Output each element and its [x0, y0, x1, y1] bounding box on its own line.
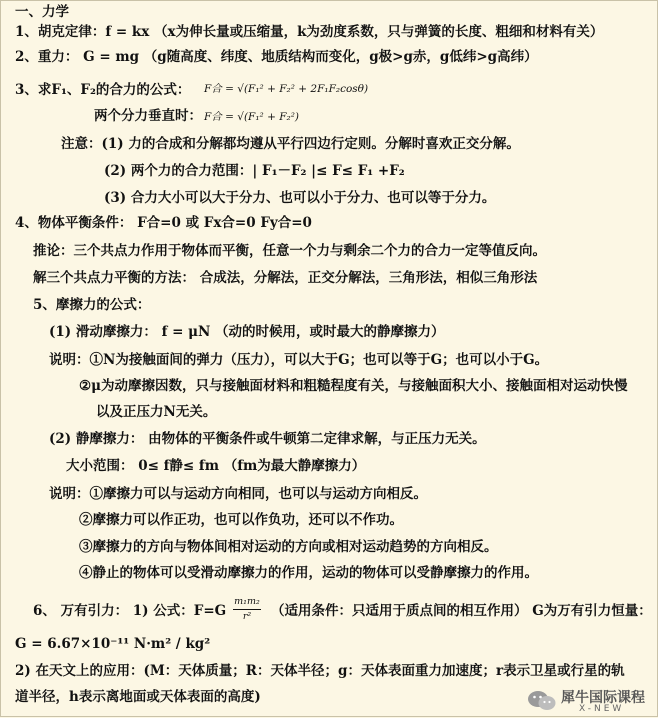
fraction-numerator: m₁m₂	[234, 596, 260, 607]
gravitation-condition: （适用条件：只适用于质点间的相互作用） G为万有引力恒量：	[271, 603, 652, 619]
note-3: (3) 合力大小可以大于分力、也可以小于分力、也可以等于分力。	[104, 190, 496, 206]
inference-line: 推论：三个共点力作用于物体而平衡，任意一个力与剩余二个力的合力一定等值反向。	[33, 243, 546, 259]
gravitational-constant: G = 6.67×10⁻¹¹ N·m² / kg²	[15, 636, 211, 652]
friction-heading: 5、摩擦力的公式：	[33, 297, 151, 313]
perpendicular-forces-label: 两个分力垂直时：	[94, 108, 202, 124]
resultant-force-formula: F合 = √(F₁² + F₂² + 2F₁F₂cosθ)	[204, 83, 369, 95]
static-note-2: ②摩擦力可以作正功，也可以作负功，还可以不作功。	[79, 512, 403, 528]
astronomy-application-cont: 道半径，h表示离地面或天体表面的高度)	[15, 689, 261, 705]
static-note-1: 说明：①摩擦力可以与运动方向相同，也可以与运动方向相反。	[49, 486, 427, 502]
watermark	[523, 683, 658, 718]
static-friction-line: (2) 静摩擦力： 由物体的平衡条件或牛顿第二定律求解，与正压力无关。	[49, 431, 486, 447]
hooke-law-line: 1、胡克定律：f = kx （x为伸长量或压缩量，k为劲度系数，只与弹簧的长度、粗细和材料有关）	[15, 24, 604, 40]
gravitation-heading: 6、 万有引力： 1) 公式：F=G	[33, 603, 227, 619]
resultant-force-heading: 3、求F₁、F₂的合力的公式：	[15, 82, 191, 98]
fraction-denominator: r²	[242, 611, 252, 622]
static-note-4: ④静止的物体可以受滑动摩擦力的作用，运动的物体可以受静摩擦力的作用。	[79, 565, 538, 581]
gravity-line: 2、重力： G = mg （g随高度、纬度、地质结构而变化，g极>g赤，g低纬>g高纬）	[15, 49, 538, 65]
static-friction-range: 大小范围： 0≤ f静≤ fm （fm为最大静摩擦力）	[66, 458, 366, 474]
gravitation-fraction	[229, 596, 265, 623]
heading-mechanics: 一、力学	[15, 4, 69, 20]
fraction-bar	[233, 609, 261, 610]
friction-note-2-cont: 以及正压力N无关。	[96, 404, 217, 420]
astronomy-application: 2) 在天文上的应用：(M：天体质量；R：天体半径；g：天体表面重力加速度；r表示卫星或行星的轨	[15, 663, 625, 679]
watermark-subtext: X-NEW	[579, 704, 625, 714]
note-1: 注意：(1) 力的合成和分解都均遵从平行四边行定则。分解时喜欢正交分解。	[61, 136, 520, 152]
methods-line: 解三个共点力平衡的方法： 合成法，分解法，正交分解法，三角形法，相似三角形法	[33, 270, 538, 286]
static-note-3: ③摩擦力的方向与物体间相对运动的方向或相对运动趋势的方向相反。	[79, 539, 498, 555]
watermark-text: 犀牛国际课程	[561, 690, 645, 706]
note-2: (2) 两个力的合力范围：| F₁－F₂ |≤ F≤ F₁ +F₂	[104, 163, 405, 179]
friction-note-1: 说明：①N为接触面间的弹力（压力），可以大于G；也可以等于G；也可以小于G。	[49, 352, 549, 368]
sliding-friction-line: (1) 滑动摩擦力： f = μN （动的时候用，或时最大的静摩擦力）	[49, 324, 445, 340]
wechat-logo-icon	[527, 689, 557, 713]
friction-note-2: ②μ为动摩擦因数，只与接触面材料和粗糙程度有关，与接触面积大小、接触面相对运动快慢	[79, 378, 628, 394]
equilibrium-line: 4、物体平衡条件： F合=0 或 Fx合=0 Fy合=0	[15, 215, 312, 231]
perpendicular-formula: F合 = √(F₁² + F₂²)	[204, 111, 300, 123]
